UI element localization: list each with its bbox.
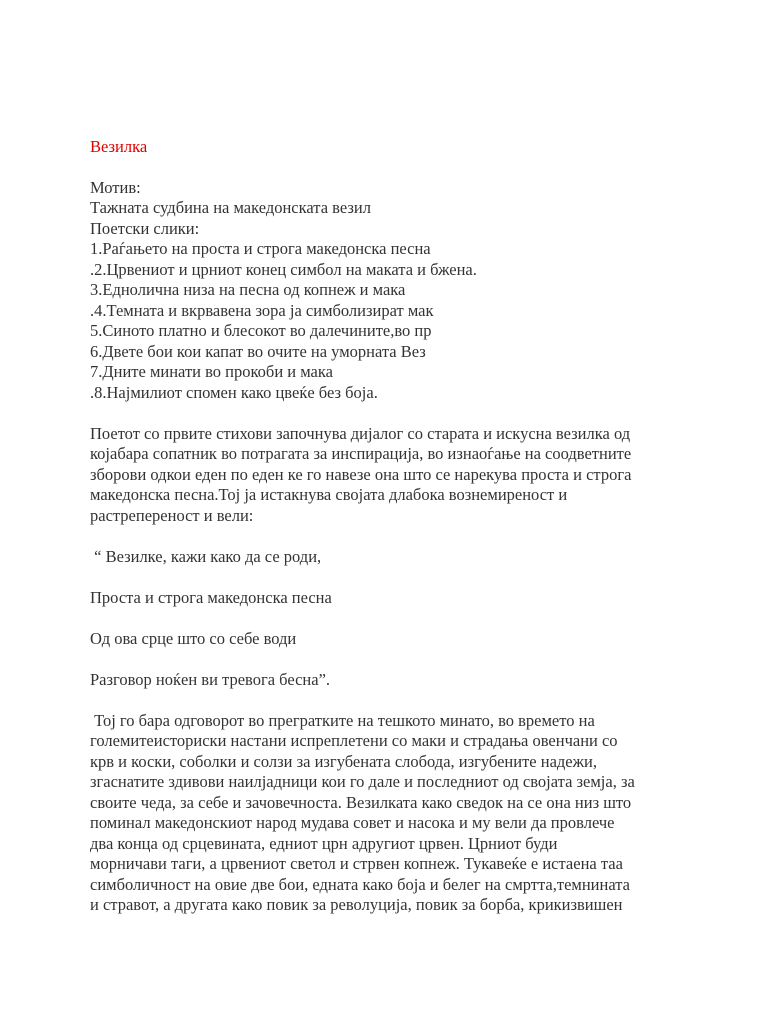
list-item: 6.Двете бои кои капат во очите на уморната Вез <box>90 341 426 361</box>
list-item: 7.Дните минати во прокоби и мака <box>90 362 333 381</box>
list-item: Тажната судбина на македонската везил <box>90 198 371 217</box>
motif-list <box>90 178 708 404</box>
paragraph-line: зборови одкои еден по еден ке го навезе она што се нарекува проста и строга <box>90 464 632 484</box>
verse-line-4: Разговор ноќен ви тревога бесна”. <box>90 669 331 689</box>
list-item: 3.Еднолична низа на песна од копнеж и мака <box>90 280 406 299</box>
list-item: .2.Црвениот и црниот конец симбол на маката и бжена. <box>90 259 477 279</box>
intro-paragraph <box>90 424 708 527</box>
paragraph-line: Поетот со првите стихови започнува дијалог со старата и искусна везилка од <box>90 423 631 443</box>
body-paragraph <box>90 711 708 916</box>
verse-line-2: Проста и строга македонска песна <box>90 587 332 607</box>
list-item: Поетски слики: <box>90 218 200 238</box>
paragraph-line: своите чеда, за себе и зачовечноста. Везилката како сведок на се она низ што <box>90 792 632 812</box>
verse-line-1: “ Везилке, кажи како да се роди, <box>90 546 322 566</box>
paragraph-line: симболичност на овие две бои, едната како боја и белег на смртта,темнината <box>90 874 630 894</box>
paragraph-line: и стравот, а другата како повик за револуција, повик за борба, крикизвишен <box>90 895 623 914</box>
paragraph-line: крв и коски, соболки и солзи за изгубената слобода, изгубените надежи, <box>90 751 597 771</box>
paragraph-line: македонска песна.Тој ја истакнува својата длабока вознемиреност и <box>90 485 568 504</box>
document-title: Везилка <box>90 137 148 156</box>
list-item: Мотив: <box>90 177 141 197</box>
paragraph-line: згаснатите здивови наилјадници кои го дале и последниот од својата земја, за <box>90 772 635 791</box>
list-item: 5.Синото платно и блесокот во далечините,во пр <box>90 321 432 340</box>
list-item: 1.Раѓањето на проста и строга македонска песна <box>90 239 431 258</box>
paragraph-line: растрепереност и вели: <box>90 505 254 525</box>
verse-line-3: Од ова срце што со себе води <box>90 628 297 648</box>
list-item: .4.Темната и вкрвавена зора ја симболизират мак <box>90 300 434 320</box>
paragraph-line: Тој го бара одговорот во прегратките на тешкото минато, во времето на <box>90 710 595 730</box>
paragraph-line: големитеисториски настани испреплетени со маки и страдања овенчани со <box>90 731 618 750</box>
paragraph-line: поминал македонскиот народ мудава совет и насока и му вели да провлече <box>90 813 615 832</box>
paragraph-line: којабара сопатник во потрагата за инспирација, во изнаоѓање на соодветните <box>90 444 632 463</box>
paragraph-line: морничави таги, а црвениот светол и стрвен копнеж. Тукавеќе е истаена таа <box>90 854 623 873</box>
paragraph-line: два конца од срцевината, едниот црн адругиот црвен. Црниот буди <box>90 833 558 853</box>
list-item: .8.Најмилиот спомен како цвеќе без боја. <box>90 382 378 402</box>
